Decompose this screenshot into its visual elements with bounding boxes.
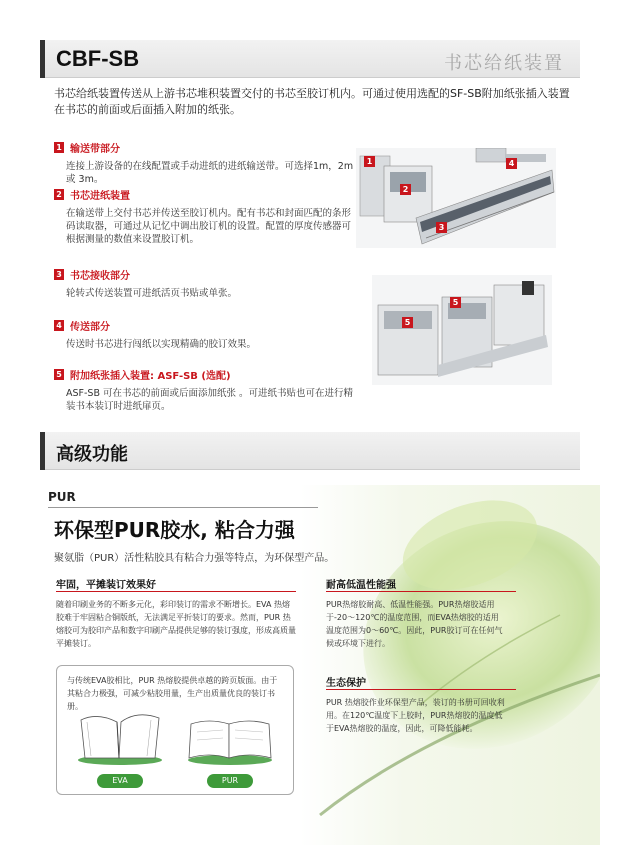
pur-title: 环保型PUR胶水, 粘合力强 xyxy=(54,518,295,542)
feature-title: 附加纸张插入装置: ASF-SB (选配) xyxy=(70,371,231,382)
machine-photo-conveyor xyxy=(356,148,556,248)
product-title: CBF-SB xyxy=(56,46,140,71)
book-pur-icon xyxy=(185,712,275,772)
block-temp-body: PUR热熔胶耐高、低温性能强。PUR热熔胶适用于-20～120℃的温度范围，而EVA热熔胶的适用温度范围为0～60℃。因此，PUR胶订可在任何气候或环境下进行。 xyxy=(326,600,503,648)
feature-4 xyxy=(54,318,354,351)
header-bar xyxy=(40,40,580,78)
marker-4: 4 xyxy=(506,158,517,169)
feature-number: 3 xyxy=(54,269,64,280)
book-eva-icon xyxy=(75,708,165,772)
feature-title: 书芯进纸装置 xyxy=(70,191,130,202)
block-eco-rule xyxy=(326,689,516,690)
feature-number: 1 xyxy=(54,142,64,153)
block-firm-body: 随着印刷业务的不断多元化，彩印装订的需求不断增长。EVA 热熔胶难于牢固粘合铜版纸，无法满足平折装订的要求。然而，PUR 热熔胶可为胶印产品和数字印刷产品提供足够的装订强度，形成高质量平摊装订。 xyxy=(56,600,296,648)
marker-2: 2 xyxy=(400,184,411,195)
block-temp-rule xyxy=(326,591,516,592)
marker-5a: 5 xyxy=(402,317,413,328)
feature-3 xyxy=(54,267,354,300)
pur-description: 聚氨脂（PUR）活性粘胶具有粘合力强等特点，为环保型产品。 xyxy=(54,553,335,564)
feature-number: 4 xyxy=(54,320,64,331)
intro-paragraph: 书芯给纸装置传送从上游书芯堆积装置交付的书芯至胶订机内。可通过使用选配的SF-SB附加纸张插入装置在书芯的前面或后面插入附加的纸张。 xyxy=(54,87,570,116)
pur-label: PUR xyxy=(48,490,76,504)
feature-body: 轮转式传送装置可进纸活页书贴或单张。 xyxy=(66,288,238,299)
leaf-illustration xyxy=(300,485,600,845)
block-firm-title: 牢固，平摊装订效果好 xyxy=(56,580,156,591)
marker-1: 1 xyxy=(364,156,375,167)
feature-title: 传送部分 xyxy=(70,322,110,333)
section-title: 高级功能 xyxy=(56,444,128,465)
feature-title: 输送带部分 xyxy=(70,144,120,155)
eva-pur-comparison xyxy=(56,665,294,795)
feature-body: 传送时书芯进行闯纸以实现精确的胶订效果。 xyxy=(66,339,257,350)
feature-2 xyxy=(54,187,354,246)
marker-5b: 5 xyxy=(450,297,461,308)
feature-number: 5 xyxy=(54,369,64,380)
block-temp-title: 耐高低温性能强 xyxy=(326,580,396,591)
feature-body: ASF-SB 可在书芯的前面或后面添加纸张 。可进纸书贴也可在进行精装书本装订时进纸扉页。 xyxy=(66,388,354,412)
marker-3: 3 xyxy=(436,222,447,233)
block-firm-rule xyxy=(56,591,296,592)
block-eco-title: 生态保护 xyxy=(326,678,366,689)
feature-1 xyxy=(54,140,354,186)
block-eco-body: PUR 热熔胶作业环保型产品，装订的书册可回收利用。在120℃温度下上胶时，PUR热熔胶的温度低于EVA热熔胶的温度，因此，可降低能耗。 xyxy=(326,698,505,733)
machine-photo-inserter xyxy=(372,275,552,385)
tag-pur: PUR xyxy=(207,774,253,788)
feature-number: 2 xyxy=(54,189,64,200)
feature-5 xyxy=(54,367,354,413)
comparison-text: 与传统EVA胶相比，PUR 热熔胶提供卓越的跨页版面。由于其粘合力极强，可减少粘胶用量，生产出质量优良的装订书册。 xyxy=(67,676,278,711)
pur-divider xyxy=(48,507,318,508)
tag-eva: EVA xyxy=(97,774,143,788)
product-subtitle: 书芯给纸装置 xyxy=(444,53,564,74)
feature-body: 在输送带上交付书芯并传送至胶订机内。配有书芯和封面匹配的条形码读取器，可通过从记忆中调出胶订机的设置。配置的厚度传感器可根据测量的数值来设置胶订机。 xyxy=(66,208,352,245)
section-header-advanced xyxy=(40,432,580,470)
feature-title: 书芯接收部分 xyxy=(70,271,130,282)
feature-body: 连接上游设备的在线配置或手动进纸的进纸输送带。可选择1m，2m或 3m。 xyxy=(66,161,354,185)
